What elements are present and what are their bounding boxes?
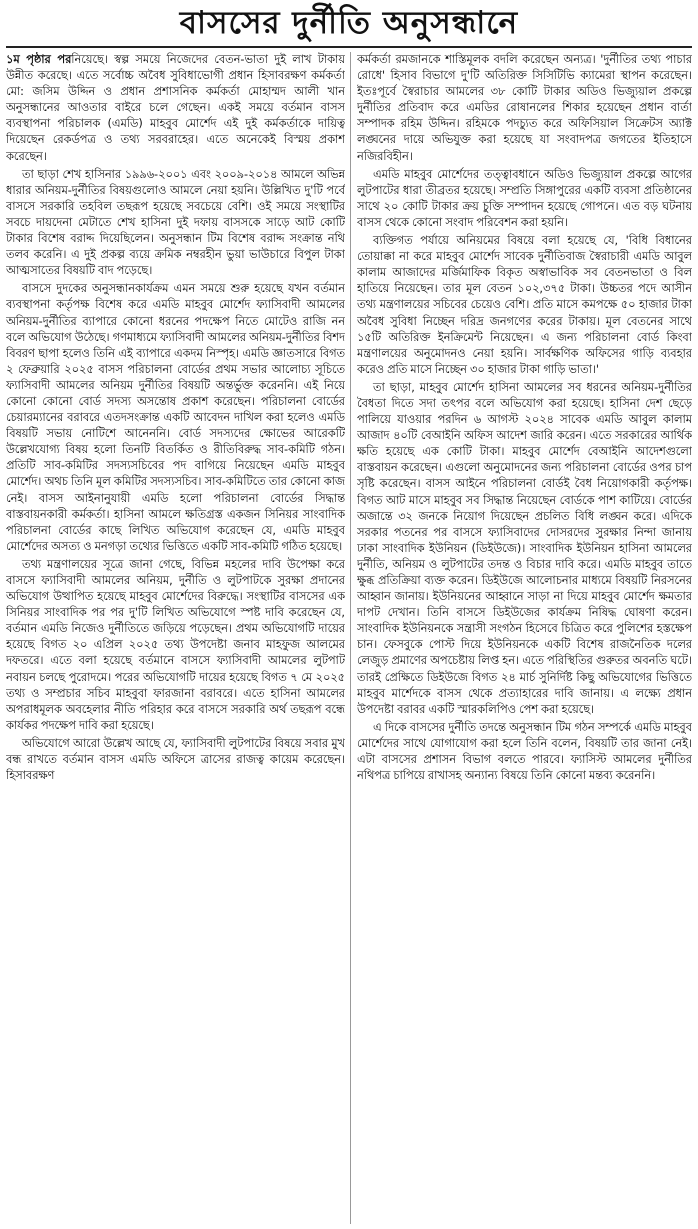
left-column [6, 52, 345, 1224]
paragraph: বাসসে দুদকের অনুসন্ধানকার্যক্রম এমন সময়ে শুরু হয়েছে যখন বর্তমান ব্যবস্থাপনা কর্তৃপক্ষ বিশেষ করে এমডি মাহবুব মোর্শেদ ফ্যাসিবাদী আমলের অনিয়ম-দুর্নীতির ব্যাপারে কোনো ধরনের পদক্ষেপ নিতে মোটেও রাজি নন বলে অভিযোগ উঠেছে। গণমাধ্যমে ফ্যাসিবাদী আমলের অনিয়ম-দুর্নীতির বিশদ বিবরণ ছাপা হলেও তিনি এই ব্যাপারে একদম নিস্পৃহ। এমডি জ্ঞাতসারে বিগত ২ ফেব্রুয়ারি ২০২৫ বাসস পরিচালনা বোর্ডের প্রথম সভার আলোচ্য সূচিতে ফ্যাসিবাদী আমলের অনিয়ম দুর্নীতির বিষয়টি অন্তর্ভুক্ত করেননি। এই নিয়ে কোনো কোনো বোর্ড সদস্য অসন্তোষ প্রকাশ করেছেন। পরিচালনা বোর্ডের চেয়ারম্যানের বরাবরে এতদসংক্রান্ত একটি আবেদন দাখিল করা হলেও এমডি বিষয়টি সভায় নোটিশে আনেননি। বোর্ড সদস্যদের ক্ষোভের আরেকটি উল্লেখযোগ্য বিষয় হলো তিনটি বিতর্কিত ও রীতিবিরুদ্ধ সাব-কমিটি গঠন। প্রতিটি সাব-কমিটির সদস্যসচিবের পদ বাগিয়ে নিয়েছেন এমডি মাহবুব মোর্শেদ। অথচ তিনি মূল কমিটির সদস্যসচিব। সাব-কমিটিতে তার কোনো কাজ নেই। বাসস আইনানুযায়ী এমডি হলো পরিচালনা বোর্ডের সিদ্ধান্ত বাস্তবায়নকারী কর্মকর্তা। হাসিনা আমলে ক্ষতিগ্রস্ত একজন সিনিয়র সাংবাদিক পরিচালনা বোর্ডের কাছে লিখিত অভিযোগ করেছেন যে, এমডি মাহবুব মোর্শেদের অসত্য ও মনগড়া তথ্যের ভিত্তিতে একটি সাব-কমিটি গঠিত হয়েছে। [6, 282, 345, 553]
paragraph [6, 52, 345, 165]
paragraph-text: নিয়েছে। স্বল্প সময়ে নিজেদের বেতন-ভাতা দুই লাখ টাকায় উন্নীত করেছে। এতে সর্বোচ্চ অবৈধ সুবিধাভোগী প্রধান হিসাবরক্ষণ কর্মকর্তা মো: জসিম উদ্দিন ও প্রধান প্রশাসনিক কর্মকর্তা মোহাম্মদ আলী খান অনুসন্ধানের আওতার বাইরে চলে গেছেন। একই সময়ে বর্তমান বাসস ব্যবস্থাপনা পরিচালক (এমডি) মাহবুব মোর্শেদ এই দুই কর্মকর্তাকে দায়িত্ব দিয়েছেন রেকর্ডপত্র ও তথ্য সরবরাহের। এতে অনেকেই বিস্ময় প্রকাশ করেছেন। [6, 53, 345, 163]
right-column [357, 52, 692, 1224]
column-divider [350, 52, 351, 1224]
paragraph: অভিযোগে আরো উল্লেখ আছে যে, ফ্যাসিবাদী লুটপাটের বিষয়ে সবার মুখ বন্ধ রাখতে বর্তমান বাসস এমডি অফিসে ত্রাসের রাজত্ব কায়েম করেছেন। হিসাবরক্ষণ [6, 736, 345, 783]
paragraph: ব্যক্তিগত পর্যায়ে অনিয়মের বিষয়ে বলা হয়েছে যে, 'বিধি বিধানের তোয়াক্কা না করে মাহবুব মোর্শেদ সাবেক দুর্নীতিবাজ স্বৈরাচারী এমডি আবুল কালাম আজাদের মর্জিমাফিক বিকৃত অস্বাভাবিক সব বেতনভাতা ও বিল হাতিয়ে নিয়েছেন। তার মূল বেতন ১০২,৩৭৫ টাকা। উচ্চতর পদে আসীন তথ্য মন্ত্রণালয়ের সচিবের চেয়েও বেশি। প্রতি মাসে কমপক্ষে ৫০ হাজার টাকা অবৈধ সুবিধা নিচ্ছেন দরিদ্র জনগণের করের টাকায়। মূল বেতনের সাথে ১৫টি অতিরিক্ত ইনক্রিমেন্ট নিয়েছেন। এ জন্য পরিচালনা বোর্ড কিংবা মন্ত্রণালয়ের অনুমোদনও নেয়া হয়নি। সার্বক্ষণিক অফিসের গাড়ি ব্যবহার করেও প্রতি মাসে নিচ্ছেন ৩০ হাজার টাকা গাড়ি ভাতা।' [357, 234, 692, 376]
kicker: ১ম পৃষ্ঠার পর [6, 53, 72, 66]
headline: বাসসের দুর্নীতি অনুসন্ধানে [179, 5, 519, 41]
paragraph: এমডি মাহবুব মোর্শেদের তত্ত্বাবধানে অডিও ভিজ্যুয়াল প্রকল্পে আগের লুটপাটের ধারা তীব্রতর হয়েছে। সম্প্রতি সিঙ্গাপুরের একটি ব্যবসা প্রতিষ্ঠানের সাথে ২০ কোটি টাকার ক্রয় চুক্তি সম্পাদন হয়েছে গোপনে। এত বড় ঘটনায় বাসস থেকে কোনো সংবাদ পরিবেশন করা হয়নি। [357, 167, 692, 229]
paragraph: তথ্য মন্ত্রণালয়ের সূত্রে জানা গেছে, বিভিন্ন মহলের দাবি উপেক্ষা করে বাসসে ফ্যাসিবাদী আমলের অনিয়ম, দুর্নীতি ও লুটপাটকে সুরক্ষা প্রদানের অভিযোগ উত্থাপিত হয়েছে মাহবুব মোর্শেদের বিরুদ্ধে। সংস্থাটির বাসসের এক সিনিয়র সাংবাদিক পর পর দু'টি লিখিত অভিযোগে স্পষ্ট দাবি করেছেন যে, বর্তমান এমডি নিজেও দুর্নীতিতে জড়িয়ে পড়েছেন। প্রথম অভিযোগটি দায়ের হয়েছে বিগত ২০ এপ্রিল ২০২৫ তথ্য উপদেষ্টা জনাব মাহফুজ আলমের দফতরে। এতে বলা হয়েছে বর্তমানে বাসসে ফ্যাসিবাদী আমলের লুটপাট নবায়ন চলছে পুরোদমে। পরের অভিযোগটি দায়ের হয়েছে বিগত ৭ মে ২০২৫ তথ্য ও সম্প্রচার সচিব মাহবুবা ফারজানা বরাবরে। এতে হাসিনা আমলের অপরাধমূলক অবহেলার নীতি পরিহার করে বাসসে সরকারি অর্থ তছরূপ বন্ধে কার্যকর পদক্ষেপ দাবি করা হয়েছে। [6, 557, 345, 732]
paragraph: তা ছাড়া শেখ হাসিনার ১৯৯৬-২০০১ এবং ২০০৯-২০১৪ আমলে অভিন্ন ধারার অনিয়ম-দুর্নীতির বিষয়গুলোও আমলে নেয়া হয়নি। উল্লিখিত দু'টি পর্বে বাসসে সরকারি তহবিল তছরূপ হয়েছে সবচেয়ে বেশি। ওই সময়ে সংস্থাটির সবচে দায়দেনা মেটাতে শেখ হাসিনা দুই দফায় বাসসকে সাড়ে আট কোটি টাকার বিশেষ বরাদ্দ দিয়েছিলেন। অনুসন্ধান টিম বিশেষ বরাদ্দ সংক্রান্ত নথি তলব করেনি। এ দুই প্রকল্প ব্যয়ে ক্রমিক নম্বরহীন ভুয়া ভাউচারে বিপুল টাকা আত্মসাতের বিষয়টি বাদ পড়েছে। [6, 167, 345, 278]
paragraph: এ দিকে বাসসের দুর্নীতি তদন্তে অনুসন্ধান টিম গঠন সম্পর্কে এমডি মাহবুব মোর্শেদের সাথে যোগাযোগ করা হলে তিনি বলেন, বিষয়টি তার জানা নেই। এটা বাসসের প্রশাসন বিভাগ বলতে পারবে। ফ্যাসিস্ট আমলের দুর্নীতির নথিপত্র চাপিয়ে রাখাসহ অন্যান্য বিষয়ে তিনি কোনো মন্তব্য করেননি। [357, 720, 692, 783]
paragraph: তা ছাড়া, মাহবুব মোর্শেদ হাসিনা আমলের সব ধরনের অনিয়ম-দুর্নীতির বৈধতা দিতে সদা তৎপর বলে অভিযোগ করা হয়েছে। হাসিনা দেশ ছেড়ে পালিয়ে যাওয়ার পরদিন ৬ আগস্ট ২০২৪ সাবেক এমডি আবুল কালাম আজাদ ৪০টি বেআইনি অফিস আদেশ জারি করেন। এতে সরকারের আর্থিক ক্ষতি হয়েছে এক কোটি টাকা। মাহবুব মোর্শেদ বেআইনি আদেশগুলো বাস্তবায়ন করেছেন। এগুলো অনুমোদনের জন্য পরিচালনা বোর্ডের ওপর চাপ সৃষ্টি করেছেন। বাসস আইনে পরিচালনা বোর্ডই বৈধ নিয়োগকারী কর্তৃপক্ষ। বিগত আট মাসে মাহবুব সব সিদ্ধান্ত নিয়েছেন বোর্ডকে পাশ কাটিয়ে। বোর্ডের অজান্তে ৩২ জনকে নিয়োগ দিয়েছেন প্রচলিত বিধি লঙ্ঘন করে। এদিকে সরকার পতনের পর বাসসে ফ্যাসিবাদের দোসরদের সুরক্ষার নিন্দা জানায় ঢাকা সাংবাদিক ইউনিয়ন (ডিইউজে)। সাংবাদিক ইউনিয়ন হাসিনা আমলের দুর্নীতি, অনিয়ম ও লুটপাটের তদন্ত ও বিচার দাবি করে। এমডি মাহবুব তাতে ক্ষুব্ধ প্রতিক্রিয়া ব্যক্ত করেন। ডিইউজে আলোচনার মাধ্যমে বিষয়টি নিরসনের আহ্বান জানায়। ইউনিয়নের আহ্বানে সাড়া না দিয়ে মাহবুব মোর্শেদ ক্ষমতার দাপট দেখান। তিনি বাসসে ডিইউজের কার্যক্রম নিষিদ্ধ ঘোষণা করেন। সাংবাদিক ইউনিয়নকে সন্ত্রাসী সংগঠন হিসেবে চিত্রিত করে পুলিশের হস্তক্ষেপ চান। ফেসবুকে পোস্ট দিয়ে ইউনিয়নকে একটি বিশেষ রাজনৈতিক দলের লেজুড় প্রমাণের অপচেষ্টায় লিপ্ত হন। এতে পরিস্থিতির গুরুতর অবনতি ঘটে। তারই প্রেক্ষিতে ডিইউজে বিগত ২৪ মার্চ সুনির্দিষ্ট কিছু অভিযোগের ভিত্তিতে মাহবুব মার্শেদকে বাসস থেকে প্রত্যাহারের দাবি জানায়। এ লক্ষ্যে প্রধান উপদেষ্টা বরাবর একটি স্মারকলিপিও পেশ করা হয়েছে। [357, 380, 692, 716]
headline-rule [6, 46, 692, 48]
paragraph: কর্মকর্তা রমজানকে শাস্তিমূলক বদলি করেছেন অন্যত্র। 'দুর্নীতির তথ্য পাচার রোধে' হিসাব বিভাগে দু'টি অতিরিক্ত সিসিটিভি ক্যামেরা স্থাপন করেছেন। ইতঃপূর্বে স্বৈরাচার আমলের ৩৮ কোটি টাকার অডিও ভিজ্যুয়াল প্রকল্পে দুর্নীতির প্রতিবাদ করে এমডির রোষানলের শিকার হয়েছেন প্রধান বার্তা সম্পাদক রহিম উদ্দিন। রহিমকে পদচ্যুত করে অফিসিয়াল সিক্রেটস অ্যাক্ট লঙ্ঘনের দায়ে অভিযুক্ত করা হয়েছে যা সংবাদপত্র জগতের ইতিহাসে নজিরবিহীন। [357, 53, 692, 163]
